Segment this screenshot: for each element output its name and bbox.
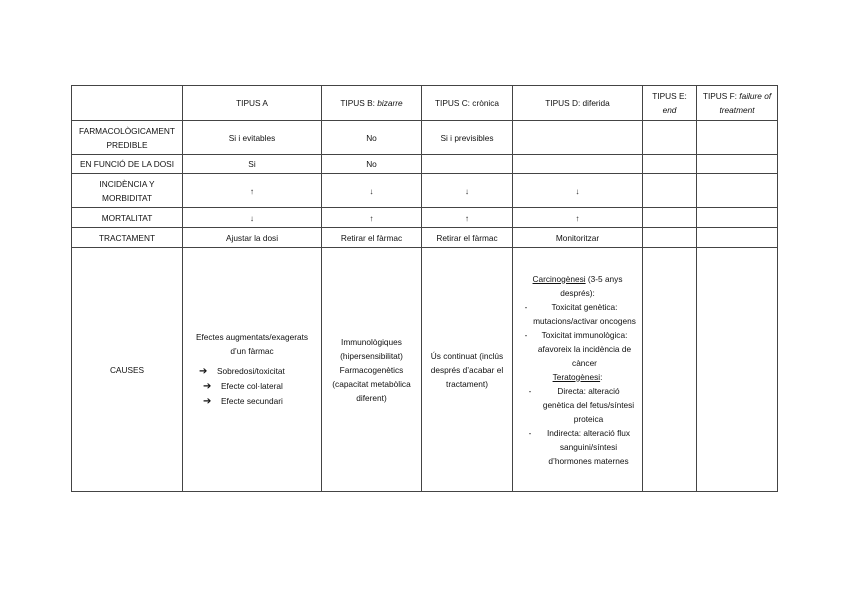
row-label: EN FUNCIÓ DE LA DOSI — [72, 155, 183, 174]
adverse-reactions-table — [71, 85, 778, 492]
cell-c: ↓ — [422, 174, 513, 208]
cell-a — [183, 248, 322, 492]
arrow-right-icon: ➔ — [203, 396, 212, 407]
cell-f — [697, 228, 778, 248]
row-label: FARMACOLÒGICAMENT PREDIBLE — [72, 121, 183, 155]
row-predible — [72, 121, 778, 155]
header-tipus-e: TIPUS E: end — [643, 86, 697, 121]
cell-a: Ajustar la dosi — [183, 228, 322, 248]
cell-b: No — [322, 155, 422, 174]
cell-b: ↑ — [322, 208, 422, 228]
row-tractament — [72, 228, 778, 248]
list-item: - Directa: alteració genètica del fetus/síntesi proteica — [528, 385, 635, 424]
cell-e — [643, 121, 697, 155]
causes-a-intro: Efectes augmentats/exagerats d’un fàrmac — [195, 332, 309, 356]
cell-d — [513, 121, 643, 155]
row-label: CAUSES — [72, 248, 183, 492]
causes-a-list — [199, 364, 319, 409]
cell-c: Retirar el fàrmac — [422, 228, 513, 248]
cell-f — [697, 121, 778, 155]
cell-c: Ús continuat (inclús després d’acabar el tractament) — [422, 248, 513, 492]
cell-b: Immunològiques (hipersensibilitat) Farmacogenètics (capacitat metabòlica diferent) — [322, 248, 422, 492]
cell-b: No — [322, 121, 422, 155]
cell-e — [643, 248, 697, 492]
teratogenesi-heading: Teratogènesi: — [552, 371, 603, 382]
header-row — [72, 86, 778, 121]
cell-e — [643, 228, 697, 248]
cell-e — [643, 155, 697, 174]
row-label: TRACTAMENT — [72, 228, 183, 248]
cell-a: Si i evitables — [183, 121, 322, 155]
cell-c: ↑ — [422, 208, 513, 228]
list-item: ➔ Sobredosi/toxicitat — [199, 366, 285, 377]
header-tipus-a: TIPUS A — [183, 86, 322, 121]
cell-e — [643, 208, 697, 228]
list-item: ➔ Efecte col·lateral — [203, 381, 283, 392]
arrow-right-icon: ➔ — [199, 366, 208, 377]
cell-c — [422, 155, 513, 174]
cell-b: Retirar el fàrmac — [322, 228, 422, 248]
cell-d: ↑ — [513, 208, 643, 228]
list-item: - Toxicitat genètica: mutacions/activar oncogens — [524, 301, 636, 326]
row-causes — [72, 248, 778, 492]
header-tipus-f: TIPUS F: failure of treatment — [697, 86, 778, 121]
header-tipus-d: TIPUS D: diferida — [513, 86, 643, 121]
cell-f — [697, 155, 778, 174]
cell-c: Si i previsibles — [422, 121, 513, 155]
list-item: - Indirecta: alteració flux sanguini/síntesi d’hormones maternes — [528, 427, 630, 466]
header-tipus-c: TIPUS C: crònica — [422, 86, 513, 121]
cell-d — [513, 248, 643, 492]
header-tipus-b: TIPUS B: bizarre — [322, 86, 422, 121]
list-item: - Toxicitat immunològica: afavoreix la incidència de càncer — [524, 329, 632, 368]
cell-d — [513, 155, 643, 174]
cell-f — [697, 208, 778, 228]
cell-f — [697, 174, 778, 208]
list-item: ➔ Efecte secundari — [203, 396, 283, 407]
cell-a: ↑ — [183, 174, 322, 208]
arrow-right-icon: ➔ — [203, 381, 212, 392]
header-blank-cell — [72, 86, 183, 121]
cell-f — [697, 248, 778, 492]
cell-a: ↓ — [183, 208, 322, 228]
row-dosi — [72, 155, 778, 174]
row-label: MORTALITAT — [72, 208, 183, 228]
row-mortalitat — [72, 208, 778, 228]
cell-d: ↓ — [513, 174, 643, 208]
carcinogenesi-heading: Carcinogènesi (3-5 anys després): — [532, 273, 623, 298]
cell-e — [643, 174, 697, 208]
row-incidencia — [72, 174, 778, 208]
row-label: INCIDÈNCIA Y MORBIDITAT — [72, 174, 183, 208]
cell-b: ↓ — [322, 174, 422, 208]
cell-d: Monitoritzar — [513, 228, 643, 248]
cell-a: Si — [183, 155, 322, 174]
